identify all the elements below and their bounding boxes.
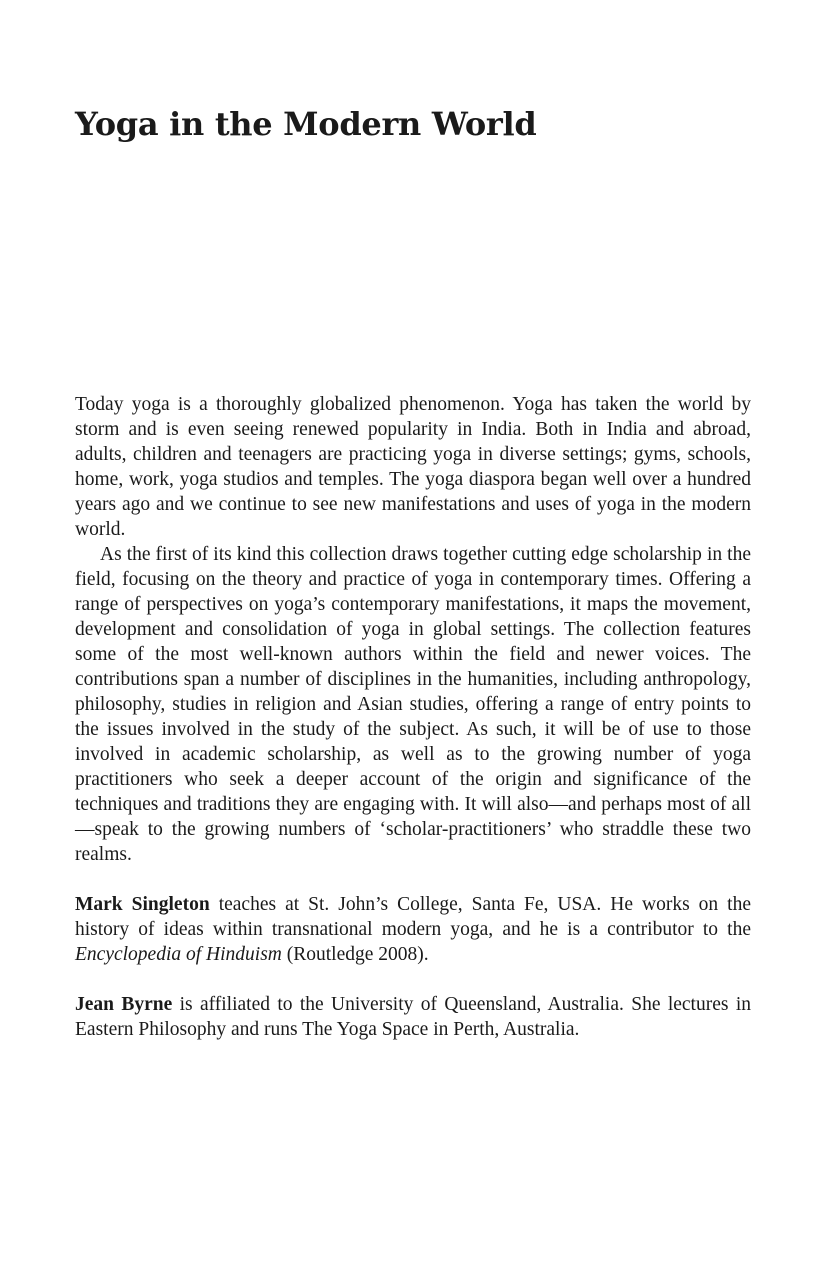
author-bio-singleton-tail: (Routledge 2008). (281, 944, 429, 965)
collection-paragraph: As the first of its kind this collection draws together cutting edge scholarship in the field, focusing on the theory and practice of yoga in contemporary times. Offering a range of perspectives on yoga’s contemporary manifestations, it maps the movement, development and consolidation of yoga in global settings. The collection features some of the most well-known authors within the field and newer voices. The contributions span a number of disciplines in the humanities, including anthropology, philosophy, studies in religion and Asian studies, offering a range of entry points to the issues involved in the study of the subject. As such, it will be of use to those involved in academic scholarship, as well as to the growing number of yoga practitioners who seek a deeper account of the origin and significance of the techniques and traditions they are engaging with. It will also—and perhaps most of all—speak to the growing numbers of ‘scholar-practitioners’ who straddle these two realms. (75, 544, 751, 865)
author-name-byrne: Jean Byrne (75, 994, 173, 1015)
body-text (75, 392, 751, 1042)
author-bio-byrne (75, 992, 751, 1042)
author-bio-singleton (75, 892, 751, 967)
author-bio-singleton-text: teaches at St. John’s College, Santa Fe, USA. He works on the history of ideas within transnational modern yoga, and he is a contributor to the (75, 894, 751, 940)
intro-paragraph: Today yoga is a thoroughly globalized phenomenon. Yoga has taken the world by storm and is even seeing renewed popularity in India. Both in India and abroad, adults, children and teenagers are practicing yoga in diverse settings; gyms, schools, home, work, yoga studios and temples. The yoga diaspora began well over a hundred years ago and we continue to see new manifestations and uses of yoga in the modern world. (75, 394, 751, 540)
author-bio-byrne-text: is affiliated to the University of Queensland, Australia. She lectures in Eastern Philosophy and runs The Yoga Space in Perth, Australia. (75, 994, 751, 1040)
page-title: Yoga in the Modern World (75, 105, 537, 143)
book-title: Encyclopedia of Hinduism (75, 944, 282, 965)
author-name-singleton: Mark Singleton (75, 894, 210, 915)
